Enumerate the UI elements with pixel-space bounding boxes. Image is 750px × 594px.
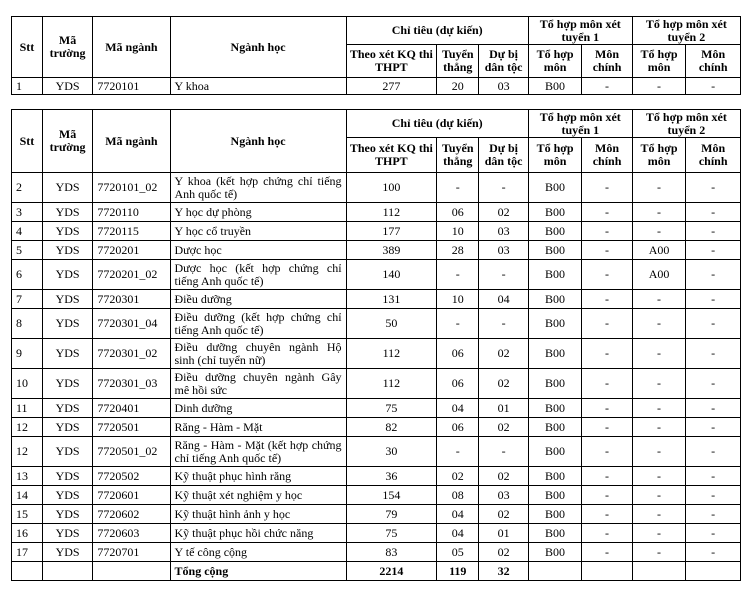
cell-nganh-hoc: Dược học (kết hợp chứng chỉ tiếng Anh quốc tế) [170, 260, 346, 290]
cell-du-bi: 03 [479, 222, 528, 241]
header-ma-nganh: Mã ngành [93, 110, 170, 173]
cell-stt: 12 [12, 418, 43, 437]
total-blank-3 [93, 562, 170, 581]
table-row [12, 486, 741, 505]
cell-tuyen-thang: - [437, 437, 479, 467]
cell-mon-chinh-1: - [582, 290, 632, 309]
cell-mon-chinh-2: - [686, 290, 741, 309]
total-blank-5 [582, 562, 632, 581]
header-nganh-hoc: Ngành học [170, 110, 346, 173]
cell-mon-chinh-2: - [686, 260, 741, 290]
cell-ma-nganh: 7720101_02 [93, 173, 170, 203]
header-to-hop-mon-1: Tổ hợp môn [528, 45, 582, 78]
cell-ma-nganh: 7720601 [93, 486, 170, 505]
total-tuyen-thang: 119 [437, 562, 479, 581]
cell-to-hop-2: - [632, 437, 686, 467]
header-to-hop-mon-2: Tổ hợp môn [632, 45, 686, 78]
cell-to-hop-1: B00 [528, 339, 582, 369]
cell-nganh-hoc: Y tế công cộng [170, 543, 346, 562]
cell-theo-xet: 83 [346, 543, 437, 562]
table-row [12, 418, 741, 437]
cell-to-hop-1: B00 [528, 467, 582, 486]
cell-ma-truong: YDS [42, 203, 92, 222]
header-stt: Stt [12, 17, 43, 78]
cell-mon-chinh-2: - [686, 203, 741, 222]
cell-mon-chinh-1: - [582, 222, 632, 241]
cell-nganh-hoc: Kỹ thuật hình ảnh y học [170, 505, 346, 524]
cell-nganh-hoc: Kỹ thuật phục hồi chức năng [170, 524, 346, 543]
cell-to-hop-2: - [632, 222, 686, 241]
header-to-hop-2: Tổ hợp môn xét tuyển 2 [632, 17, 740, 45]
cell-tuyen-thang: 05 [437, 543, 479, 562]
cell-mon-chinh-1: - [582, 486, 632, 505]
cell-nganh-hoc: Dinh dưỡng [170, 399, 346, 418]
cell-ma-nganh: 7720110 [93, 203, 170, 222]
cell-to-hop-1: B00 [528, 369, 582, 399]
cell-to-hop-2: - [632, 418, 686, 437]
cell-stt: 2 [12, 173, 43, 203]
cell-ma-truong: YDS [42, 309, 92, 339]
cell-theo-xet: 50 [346, 309, 437, 339]
cell-mon-chinh-2: - [686, 399, 741, 418]
cell-ma-truong: YDS [42, 437, 92, 467]
table-row [12, 290, 741, 309]
cell-mon-chinh-1: - [582, 543, 632, 562]
table-row [12, 173, 741, 203]
cell-nganh-hoc: Kỹ thuật xét nghiệm y học [170, 486, 346, 505]
cell-du-bi: 02 [479, 543, 528, 562]
cell-nganh-hoc: Răng - Hàm - Mặt [170, 418, 346, 437]
cell-theo-xet: 100 [346, 173, 437, 203]
total-blank-2 [42, 562, 92, 581]
cell-mon-chinh-1: - [582, 467, 632, 486]
cell-mon-chinh-2: - [686, 467, 741, 486]
cell-mon-chinh-1: - [582, 339, 632, 369]
cell-ma-nganh: 7720201_02 [93, 260, 170, 290]
cell-ma-truong: YDS [42, 241, 92, 260]
header-ma-truong: Mã trường [42, 110, 92, 173]
table-row [12, 369, 741, 399]
cell-to-hop-1: B00 [528, 241, 582, 260]
cell-tuyen-thang: 08 [437, 486, 479, 505]
cell-ma-truong: YDS [42, 290, 92, 309]
header-mon-chinh-1: Môn chính [582, 45, 632, 78]
header-tuyen-thang: Tuyển thẳng [437, 138, 479, 173]
total-du-bi: 32 [479, 562, 528, 581]
cell-du-bi: 01 [479, 524, 528, 543]
cell-to-hop-1: B00 [528, 260, 582, 290]
cell-theo-xet: 30 [346, 437, 437, 467]
cell-theo-xet: 36 [346, 467, 437, 486]
header-mon-chinh-1: Môn chính [582, 138, 632, 173]
cell-ma-truong: YDS [42, 222, 92, 241]
cell-ma-truong: YDS [42, 505, 92, 524]
total-blank-6 [632, 562, 686, 581]
cell-mon-chinh-1: - [582, 309, 632, 339]
cell-du-bi: 01 [479, 399, 528, 418]
cell-stt: 1 [12, 78, 43, 95]
cell-to-hop-1: B00 [528, 173, 582, 203]
cell-stt: 5 [12, 241, 43, 260]
cell-stt: 3 [12, 203, 43, 222]
cell-ma-nganh: 7720701 [93, 543, 170, 562]
cell-theo-xet: 154 [346, 486, 437, 505]
total-row [12, 562, 741, 581]
cell-to-hop-1: B00 [528, 486, 582, 505]
header-chi-tieu: Chỉ tiêu (dự kiến) [346, 110, 528, 138]
cell-stt: 10 [12, 369, 43, 399]
cell-to-hop-2: - [632, 339, 686, 369]
table-row [12, 524, 741, 543]
cell-stt: 12 [12, 437, 43, 467]
cell-stt: 4 [12, 222, 43, 241]
cell-to-hop-2: - [632, 524, 686, 543]
cell-mon-chinh-1: - [582, 241, 632, 260]
cell-to-hop-2: - [632, 505, 686, 524]
cell-to-hop-2: A00 [632, 260, 686, 290]
cell-nganh-hoc: Y học dự phòng [170, 203, 346, 222]
cell-nganh-hoc: Điều dưỡng chuyên ngành Hộ sinh (chỉ tuyển nữ) [170, 339, 346, 369]
cell-to-hop-2: - [632, 173, 686, 203]
cell-ma-nganh: 7720301_04 [93, 309, 170, 339]
cell-theo-xet: 140 [346, 260, 437, 290]
cell-mon-chinh-1: - [582, 437, 632, 467]
header-tuyen-thang: Tuyển thẳng [437, 45, 479, 78]
header-stt: Stt [12, 110, 43, 173]
cell-to-hop-2: - [632, 543, 686, 562]
header-theo-xet: Theo xét KQ thi THPT [346, 45, 437, 78]
header-ma-nganh: Mã ngành [93, 17, 170, 78]
cell-mon-chinh-2: - [686, 339, 741, 369]
cell-du-bi: 03 [479, 78, 528, 95]
cell-stt: 6 [12, 260, 43, 290]
cell-ma-nganh: 7720115 [93, 222, 170, 241]
cell-du-bi: 02 [479, 505, 528, 524]
cell-du-bi: 03 [479, 486, 528, 505]
cell-ma-nganh: 7720501 [93, 418, 170, 437]
total-blank-4 [528, 562, 582, 581]
cell-ma-nganh: 7720603 [93, 524, 170, 543]
table-row [12, 241, 741, 260]
cell-ma-truong: YDS [42, 467, 92, 486]
cell-stt: 9 [12, 339, 43, 369]
cell-ma-truong: YDS [42, 418, 92, 437]
cell-du-bi: 02 [479, 418, 528, 437]
cell-to-hop-2: A00 [632, 241, 686, 260]
header-to-hop-2: Tổ hợp môn xét tuyển 2 [632, 110, 740, 138]
cell-nganh-hoc: Dược học [170, 241, 346, 260]
header-nganh-hoc: Ngành học [170, 17, 346, 78]
cell-nganh-hoc: Kỹ thuật phục hình răng [170, 467, 346, 486]
header-to-hop-1: Tổ hợp môn xét tuyển 1 [528, 17, 632, 45]
header-mon-chinh-2: Môn chính [686, 45, 741, 78]
cell-theo-xet: 177 [346, 222, 437, 241]
cell-to-hop-2: - [632, 486, 686, 505]
cell-mon-chinh-2: - [686, 241, 741, 260]
table-row [12, 339, 741, 369]
cell-mon-chinh-2: - [686, 309, 741, 339]
cell-stt: 13 [12, 467, 43, 486]
cell-tuyen-thang: 04 [437, 524, 479, 543]
cell-mon-chinh-1: - [582, 173, 632, 203]
cell-to-hop-1: B00 [528, 543, 582, 562]
cell-ma-truong: YDS [42, 399, 92, 418]
cell-theo-xet: 75 [346, 399, 437, 418]
cell-du-bi: 02 [479, 467, 528, 486]
cell-mon-chinh-2: - [686, 486, 741, 505]
cell-stt: 15 [12, 505, 43, 524]
cell-ma-truong: YDS [42, 260, 92, 290]
cell-mon-chinh-2: - [686, 222, 741, 241]
header-to-hop-mon-2: Tổ hợp môn [632, 138, 686, 173]
cell-du-bi: 02 [479, 203, 528, 222]
cell-mon-chinh-1: - [582, 260, 632, 290]
header-du-bi: Dự bị dân tộc [479, 45, 528, 78]
cell-theo-xet: 389 [346, 241, 437, 260]
cell-ma-truong: YDS [42, 524, 92, 543]
cell-ma-truong: YDS [42, 486, 92, 505]
cell-du-bi: - [479, 309, 528, 339]
cell-du-bi: 03 [479, 241, 528, 260]
cell-tuyen-thang: - [437, 309, 479, 339]
cell-nganh-hoc: Y học cổ truyền [170, 222, 346, 241]
cell-nganh-hoc: Điều dưỡng (kết hợp chứng chỉ tiếng Anh quốc tế) [170, 309, 346, 339]
cell-tuyen-thang: - [437, 173, 479, 203]
cell-ma-nganh: 7720401 [93, 399, 170, 418]
cell-to-hop-1: B00 [528, 290, 582, 309]
cell-tuyen-thang: - [437, 260, 479, 290]
cell-to-hop-2: - [632, 369, 686, 399]
cell-theo-xet: 75 [346, 524, 437, 543]
table-row [12, 399, 741, 418]
cell-stt: 11 [12, 399, 43, 418]
cell-to-hop-1: B00 [528, 309, 582, 339]
cell-ma-truong: YDS [42, 173, 92, 203]
cell-to-hop-1: B00 [528, 78, 582, 95]
cell-mon-chinh-2: - [686, 369, 741, 399]
cell-mon-chinh-2: - [686, 505, 741, 524]
cell-to-hop-1: B00 [528, 524, 582, 543]
cell-stt: 8 [12, 309, 43, 339]
admission-table-2 [11, 109, 741, 581]
cell-tuyen-thang: 06 [437, 339, 479, 369]
header-to-hop-mon-1: Tổ hợp môn [528, 138, 582, 173]
cell-mon-chinh-2: - [686, 524, 741, 543]
cell-ma-truong: YDS [42, 369, 92, 399]
cell-to-hop-1: B00 [528, 418, 582, 437]
cell-mon-chinh-2: - [686, 173, 741, 203]
cell-tuyen-thang: 28 [437, 241, 479, 260]
table-row [12, 203, 741, 222]
cell-tuyen-thang: 10 [437, 222, 479, 241]
cell-stt: 16 [12, 524, 43, 543]
table-row [12, 467, 741, 486]
cell-to-hop-1: B00 [528, 222, 582, 241]
cell-mon-chinh-1: - [582, 418, 632, 437]
cell-tuyen-thang: 02 [437, 467, 479, 486]
cell-to-hop-1: B00 [528, 399, 582, 418]
cell-tuyen-thang: 04 [437, 505, 479, 524]
cell-theo-xet: 112 [346, 339, 437, 369]
cell-du-bi: - [479, 437, 528, 467]
table-row [12, 309, 741, 339]
table-row [12, 260, 741, 290]
cell-du-bi: - [479, 260, 528, 290]
cell-theo-xet: 112 [346, 369, 437, 399]
cell-nganh-hoc: Y khoa (kết hợp chứng chỉ tiếng Anh quốc tế) [170, 173, 346, 203]
total-blank-7 [686, 562, 741, 581]
cell-ma-nganh: 7720502 [93, 467, 170, 486]
cell-mon-chinh-2: - [686, 78, 741, 95]
header-to-hop-1: Tổ hợp môn xét tuyển 1 [528, 110, 632, 138]
cell-nganh-hoc: Điều dưỡng [170, 290, 346, 309]
cell-tuyen-thang: 06 [437, 203, 479, 222]
total-label: Tổng cộng [170, 562, 346, 581]
cell-ma-nganh: 7720602 [93, 505, 170, 524]
cell-tuyen-thang: 20 [437, 78, 479, 95]
cell-mon-chinh-1: - [582, 524, 632, 543]
cell-mon-chinh-2: - [686, 543, 741, 562]
header-mon-chinh-2: Môn chính [686, 138, 741, 173]
cell-to-hop-2: - [632, 203, 686, 222]
cell-du-bi: 02 [479, 369, 528, 399]
cell-to-hop-1: B00 [528, 437, 582, 467]
cell-tuyen-thang: 06 [437, 369, 479, 399]
cell-nganh-hoc: Y khoa [170, 78, 346, 95]
cell-tuyen-thang: 06 [437, 418, 479, 437]
cell-to-hop-1: B00 [528, 203, 582, 222]
cell-theo-xet: 79 [346, 505, 437, 524]
cell-ma-nganh: 7720201 [93, 241, 170, 260]
cell-ma-nganh: 7720301_03 [93, 369, 170, 399]
cell-du-bi: 04 [479, 290, 528, 309]
table-row [12, 505, 741, 524]
cell-ma-nganh: 7720101 [93, 78, 170, 95]
cell-stt: 14 [12, 486, 43, 505]
table-row [12, 543, 741, 562]
total-theo-xet: 2214 [346, 562, 437, 581]
cell-mon-chinh-1: - [582, 505, 632, 524]
cell-ma-truong: YDS [42, 543, 92, 562]
cell-tuyen-thang: 10 [437, 290, 479, 309]
header-du-bi: Dự bị dân tộc [479, 138, 528, 173]
cell-du-bi: 02 [479, 339, 528, 369]
cell-tuyen-thang: 04 [437, 399, 479, 418]
header-theo-xet: Theo xét KQ thi THPT [346, 138, 437, 173]
cell-theo-xet: 277 [346, 78, 437, 95]
cell-to-hop-2: - [632, 467, 686, 486]
cell-stt: 17 [12, 543, 43, 562]
cell-mon-chinh-1: - [582, 78, 632, 95]
cell-theo-xet: 131 [346, 290, 437, 309]
cell-ma-truong: YDS [42, 78, 92, 95]
cell-to-hop-2: - [632, 290, 686, 309]
cell-mon-chinh-1: - [582, 369, 632, 399]
cell-nganh-hoc: Điều dưỡng chuyên ngành Gây mê hồi sức [170, 369, 346, 399]
table-row [12, 437, 741, 467]
admission-table-1 [11, 16, 741, 95]
cell-nganh-hoc: Răng - Hàm - Mặt (kết hợp chứng chỉ tiếng Anh quốc tế) [170, 437, 346, 467]
cell-to-hop-2: - [632, 399, 686, 418]
cell-to-hop-2: - [632, 309, 686, 339]
cell-mon-chinh-1: - [582, 203, 632, 222]
cell-ma-nganh: 7720301_02 [93, 339, 170, 369]
cell-ma-nganh: 7720501_02 [93, 437, 170, 467]
cell-ma-nganh: 7720301 [93, 290, 170, 309]
cell-ma-truong: YDS [42, 339, 92, 369]
cell-theo-xet: 112 [346, 203, 437, 222]
cell-to-hop-2: - [632, 78, 686, 95]
cell-mon-chinh-1: - [582, 399, 632, 418]
cell-stt: 7 [12, 290, 43, 309]
total-blank-1 [12, 562, 43, 581]
cell-theo-xet: 82 [346, 418, 437, 437]
cell-du-bi: - [479, 173, 528, 203]
header-ma-truong: Mã trường [42, 17, 92, 78]
cell-mon-chinh-2: - [686, 418, 741, 437]
cell-mon-chinh-2: - [686, 437, 741, 467]
header-chi-tieu: Chỉ tiêu (dự kiến) [346, 17, 528, 45]
table-row [12, 222, 741, 241]
table-row [12, 78, 741, 95]
cell-to-hop-1: B00 [528, 505, 582, 524]
